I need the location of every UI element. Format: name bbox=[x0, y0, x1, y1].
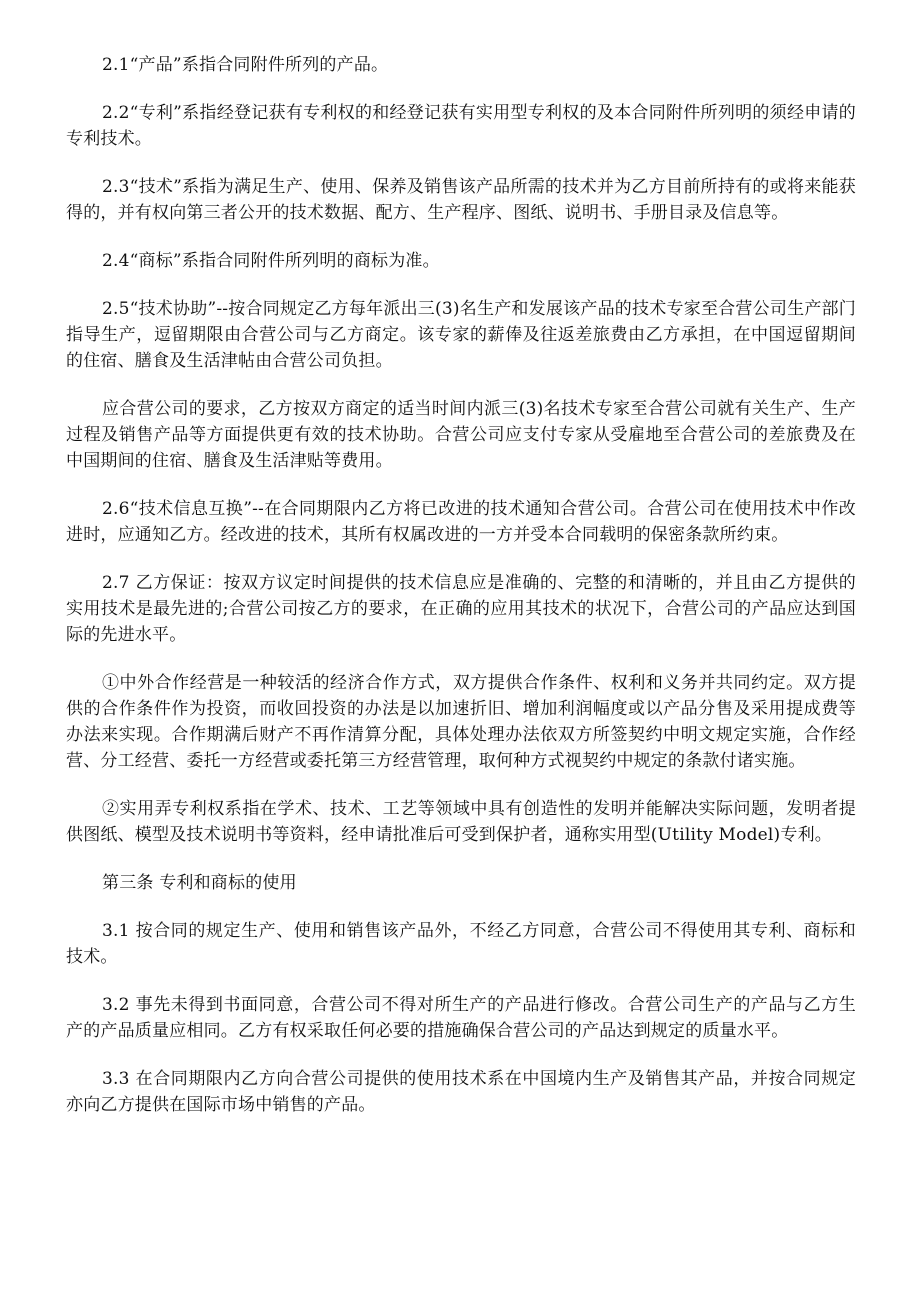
paragraph-2-7: 2.7 乙方保证：按双方议定时间提供的技术信息应是准确的、完整的和清晰的，并且由乙方提供的实用技术是最先进的;合营公司按乙方的要求，在正确的应用其技术的状况下，合营公司的产品应达到国际的先进水平。 bbox=[66, 573, 856, 645]
paragraph-3-3: 3.3 在合同期限内乙方向合营公司提供的使用技术系在中国境内生产及销售其产品，并按合同规定亦向乙方提供在国际市场中销售的产品。 bbox=[66, 1069, 856, 1115]
note-2-paragraph: ②实用弄专利权系指在学术、技术、工艺等领域中具有创造性的发明并能解决实际问题，发明者提供图纸、模型及技术说明书等资料，经申请批准后可受到保护者，通称实用型(Utility Model)专利。 bbox=[66, 799, 856, 845]
section-heading-article-3: 第三条 专利和商标的使用 bbox=[102, 873, 297, 893]
document-page bbox=[66, 52, 856, 1140]
paragraph-2-6: 2.6“技术信息互换”--在合同期限内乙方将已改进的技术通知合营公司。合营公司在使用技术中作改进时，应通知乙方。经改进的技术，其所有权属改进的一方并受本合同载明的保密条款所约束。 bbox=[66, 499, 856, 545]
paragraph-2-1: 2.1“产品”系指合同附件所列的产品。 bbox=[102, 55, 389, 75]
note-1-paragraph: ①中外合作经营是一种较活的经济合作方式，双方提供合作条件、权利和义务并共同约定。双方提供的合作条件作为投资，而收回投资的办法是以加速折旧、增加利润幅度或以产品分售及采用提成费等办法来实现。合作期满后财产不再作清算分配，具体处理办法依双方所签契约中明文规定实施，合作经营、分工经营、委托一方经营或委托第三方经营管理，取何种方式视契约中规定的条款付诸实施。 bbox=[66, 673, 856, 771]
paragraph-2-2: 2.2“专利”系指经登记获有专利权的和经登记获有实用型专利权的及本合同附件所列明的须经申请的专利技术。 bbox=[66, 103, 856, 149]
paragraph-2-4: 2.4“商标”系指合同附件所列明的商标为准。 bbox=[102, 251, 440, 271]
paragraph-technical-assistance: 应合营公司的要求，乙方按双方商定的适当时间内派三(3)名技术专家至合营公司就有关生产、生产过程及销售产品等方面提供更有效的技术协助。合营公司应支付专家从受雇地至合营公司的差旅费及在中国期间的住宿、膳食及生活津贴等费用。 bbox=[66, 399, 856, 471]
paragraph-3-1: 3.1 按合同的规定生产、使用和销售该产品外，不经乙方同意，合营公司不得使用其专利、商标和技术。 bbox=[66, 921, 856, 967]
paragraph-2-3: 2.3“技术”系指为满足生产、使用、保养及销售该产品所需的技术并为乙方目前所持有的或将来能获得的，并有权向第三者公开的技术数据、配方、生产程序、图纸、说明书、手册目录及信息等。 bbox=[66, 177, 856, 223]
paragraph-3-2: 3.2 事先未得到书面同意，合营公司不得对所生产的产品进行修改。合营公司生产的产品与乙方生产的产品质量应相同。乙方有权采取任何必要的措施确保合营公司的产品达到规定的质量水平。 bbox=[66, 995, 856, 1041]
paragraph-2-5: 2.5“技术协助”--按合同规定乙方每年派出三(3)名生产和发展该产品的技术专家至合营公司生产部门指导生产，逗留期限由合营公司与乙方商定。该专家的薪俸及往返差旅费由乙方承担，在中国逗留期间的住宿、膳食及生活津帖由合营公司负担。 bbox=[66, 299, 856, 371]
